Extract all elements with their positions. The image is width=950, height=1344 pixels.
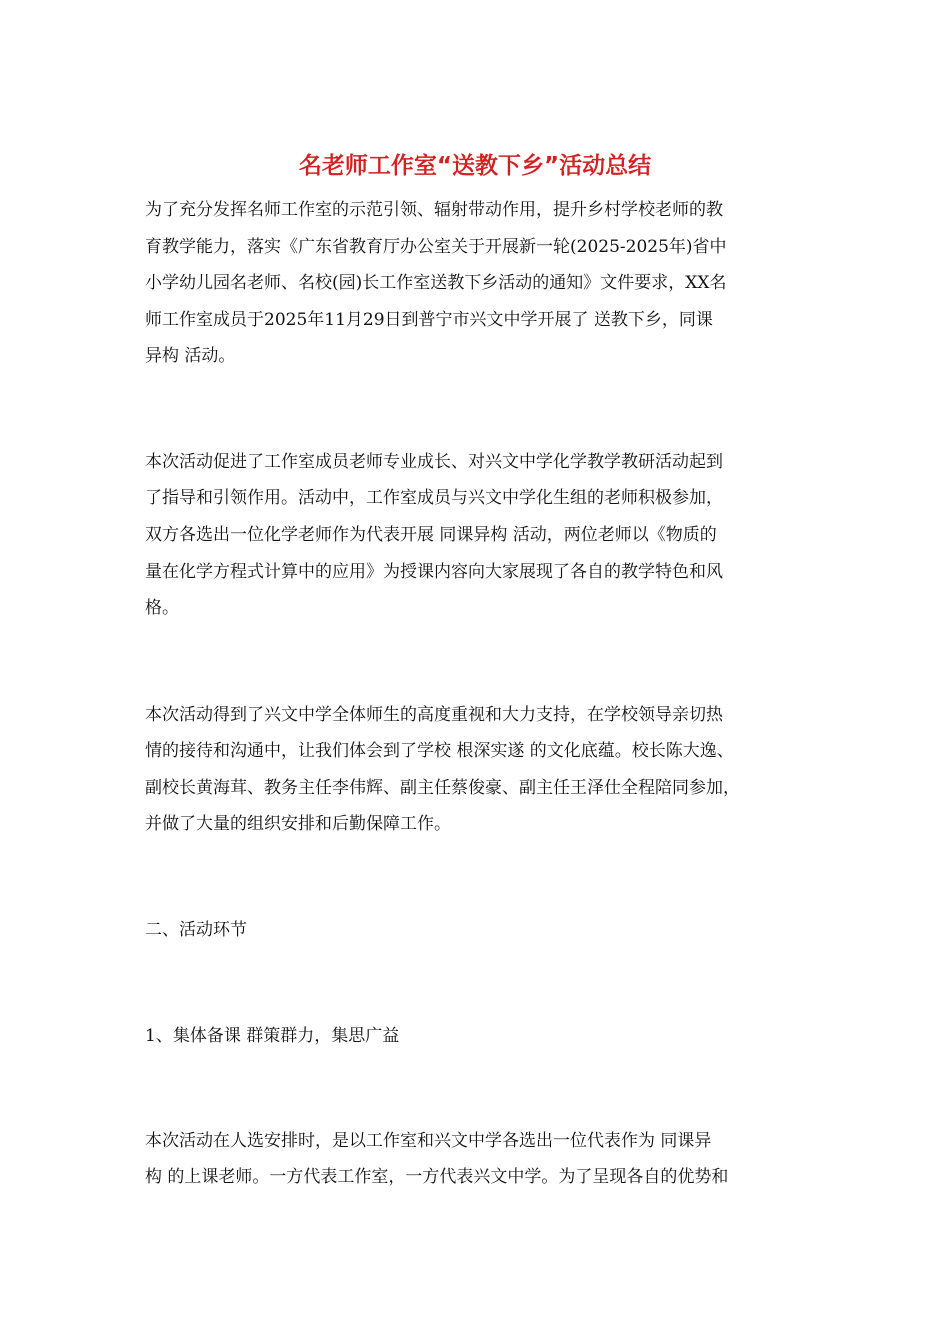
- paragraph-1-line-2: 育教学能力，落实《广东省教育厅办公室关于开展新一轮(2025-2025年)省中: [145, 237, 727, 257]
- paragraph-3-line-1: 本次活动得到了兴文中学全体师生的高度重视和大力支持，在学校领导亲切热: [145, 705, 723, 725]
- paragraph-6-line-1: 本次活动在人选安排时，是以工作室和兴文中学各选出一位代表作为 同课异: [145, 1131, 712, 1151]
- paragraph-2-line-5: 格。: [145, 598, 179, 618]
- paragraph-1-line-3: 小学幼儿园名老师、名校(园)长工作室送教下乡活动的通知》文件要求，XX名: [145, 273, 727, 293]
- paragraph-6-line-2: 构 的上课老师。一方代表工作室，一方代表兴文中学。为了呈现各自的优势和: [145, 1167, 729, 1187]
- paragraph-2-line-4: 量在化学方程式计算中的应用》为授课内容向大家展现了各自的教学特色和风: [145, 562, 723, 582]
- paragraph-1-line-5: 异构 活动。: [145, 346, 236, 366]
- section-heading: 二、活动环节: [145, 920, 247, 940]
- paragraph-1-line-1: 为了充分发挥名师工作室的示范引领、辐射带动作用，提升乡村学校老师的教: [145, 200, 723, 220]
- paragraph-3-line-3: 副校长黄海茸、教务主任李伟辉、副主任蔡俊豪、副主任王泽仕全程陪同参加，: [145, 778, 740, 798]
- paragraph-2-line-2: 了指导和引领作用。活动中，工作室成员与兴文中学化生组的老师积极参加，: [145, 488, 723, 508]
- paragraph-2-line-1: 本次活动促进了工作室成员老师专业成长、对兴文中学化学教学教研活动起到: [145, 452, 723, 472]
- paragraph-2-line-3: 双方各选出一位化学老师作为代表开展 同课异构 活动，两位老师以《物质的: [145, 525, 717, 545]
- paragraph-1-line-4: 师工作室成员于2025年11月29日到普宁市兴文中学开展了 送教下乡，同课: [145, 310, 713, 330]
- paragraph-3-line-2: 情的接待和沟通中，让我们体会到了学校 根深实遂 的文化底蕴。校长陈大逸、: [145, 741, 734, 761]
- document-title: 名老师工作室“送教下乡”活动总结: [298, 153, 652, 179]
- subsection-heading: 1、集体备课 群策群力，集思广益: [145, 1026, 400, 1046]
- paragraph-3-line-4: 并做了大量的组织安排和后勤保障工作。: [145, 814, 451, 834]
